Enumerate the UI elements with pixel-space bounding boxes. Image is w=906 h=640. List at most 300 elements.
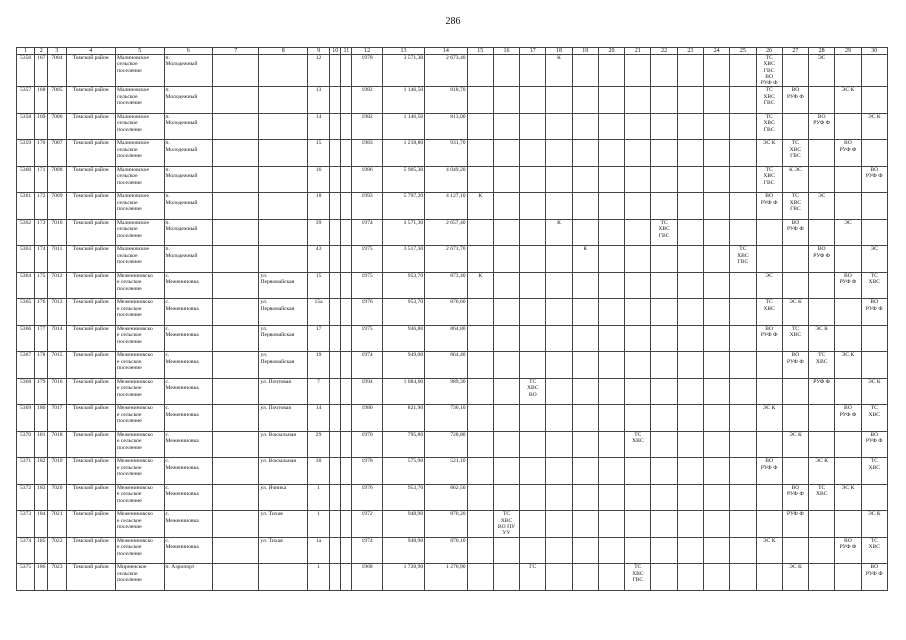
table-cell bbox=[467, 166, 493, 193]
table-cell bbox=[703, 484, 729, 511]
table-cell: 1 146,50 bbox=[382, 87, 424, 114]
table-cell bbox=[677, 325, 703, 352]
table-cell: 1 084,00 bbox=[382, 378, 424, 405]
table-cell: Малиновское сельское поселение bbox=[116, 193, 165, 220]
table-cell bbox=[520, 272, 546, 299]
table-cell bbox=[677, 140, 703, 167]
table-cell: с. Межениновка bbox=[164, 272, 213, 299]
table-cell: 870,60 bbox=[425, 299, 467, 326]
table-cell bbox=[213, 484, 259, 511]
table-cell bbox=[520, 87, 546, 114]
table-row bbox=[17, 458, 888, 485]
table-cell bbox=[493, 537, 519, 564]
table-cell: 173 bbox=[35, 219, 48, 246]
table-cell bbox=[520, 55, 546, 87]
table-cell: 7014 bbox=[48, 325, 66, 352]
table-cell: ТС ХВС ГВС bbox=[782, 140, 808, 167]
column-number: 18 bbox=[546, 48, 572, 55]
table-cell: 7010 bbox=[48, 219, 66, 246]
table-cell: 183 bbox=[35, 484, 48, 511]
table-cell bbox=[677, 458, 703, 485]
table-cell bbox=[835, 325, 861, 352]
table-cell: 5371 bbox=[17, 458, 35, 485]
table-cell bbox=[213, 166, 259, 193]
table-cell bbox=[651, 458, 677, 485]
table-cell bbox=[467, 219, 493, 246]
table-cell bbox=[809, 140, 835, 167]
table-cell: Томский район bbox=[66, 352, 116, 379]
table-cell bbox=[330, 272, 341, 299]
table-cell bbox=[546, 511, 572, 538]
table-cell bbox=[809, 564, 835, 591]
table-cell bbox=[730, 166, 756, 193]
table-cell bbox=[835, 299, 861, 326]
table-cell bbox=[651, 55, 677, 87]
table-cell: Томский район bbox=[66, 325, 116, 352]
table-cell bbox=[259, 166, 308, 193]
table-cell bbox=[520, 140, 546, 167]
table-cell: 15 bbox=[307, 140, 329, 167]
table-cell: 1986 bbox=[352, 166, 382, 193]
table-cell: 1974 bbox=[352, 219, 382, 246]
table-cell: 821,90 bbox=[382, 405, 424, 432]
table-cell: Малиновское сельское поселение bbox=[116, 219, 165, 246]
column-number: 21 bbox=[625, 48, 651, 55]
table-row bbox=[17, 55, 888, 87]
column-number: 4 bbox=[66, 48, 116, 55]
table-cell bbox=[625, 113, 651, 140]
table-cell bbox=[730, 219, 756, 246]
column-number: 11 bbox=[341, 48, 352, 55]
table-cell bbox=[598, 166, 624, 193]
table-cell bbox=[259, 140, 308, 167]
table-cell bbox=[330, 246, 341, 273]
table-cell: ЭС bbox=[809, 193, 835, 220]
column-number: 6 bbox=[164, 48, 213, 55]
table-cell bbox=[213, 113, 259, 140]
table-cell bbox=[213, 431, 259, 458]
table-cell bbox=[341, 511, 352, 538]
table-cell bbox=[677, 219, 703, 246]
table-cell bbox=[341, 537, 352, 564]
table-cell: ВО РУФ Ф bbox=[782, 219, 808, 246]
table-cell: 728,80 bbox=[425, 431, 467, 458]
table-cell bbox=[572, 325, 598, 352]
table-cell bbox=[341, 166, 352, 193]
table-cell: 949,00 bbox=[382, 352, 424, 379]
table-cell bbox=[330, 299, 341, 326]
table-cell: 7007 bbox=[48, 140, 66, 167]
table-cell: ТС ХВС ГВС bbox=[625, 564, 651, 591]
table-cell bbox=[467, 537, 493, 564]
table-cell: с. Межениновка bbox=[164, 537, 213, 564]
table-cell: ТС ХВС ГВС bbox=[756, 113, 782, 140]
table-cell: 14 bbox=[307, 113, 329, 140]
table-row bbox=[17, 484, 888, 511]
table-cell: ВО РУФ Ф bbox=[861, 431, 887, 458]
table-cell bbox=[625, 484, 651, 511]
table-cell bbox=[651, 405, 677, 432]
table-cell bbox=[213, 87, 259, 114]
table-cell bbox=[341, 113, 352, 140]
table-cell bbox=[677, 113, 703, 140]
table-cell bbox=[703, 113, 729, 140]
table-cell bbox=[213, 193, 259, 220]
register-table bbox=[16, 47, 888, 591]
table-cell: ТС ХВС bbox=[861, 458, 887, 485]
table-cell: с. Межениновка bbox=[164, 378, 213, 405]
table-cell bbox=[598, 431, 624, 458]
table-cell bbox=[572, 113, 598, 140]
column-number: 23 bbox=[677, 48, 703, 55]
table-cell: Малиновское сельское поселение bbox=[116, 166, 165, 193]
table-cell: 7016 bbox=[48, 378, 66, 405]
table-cell: ЭС К bbox=[782, 564, 808, 591]
table-cell: 172 bbox=[35, 193, 48, 220]
table-cell: с. Межениновка bbox=[164, 511, 213, 538]
table-cell: Томский район bbox=[66, 431, 116, 458]
table-cell bbox=[730, 405, 756, 432]
table-cell: 7022 bbox=[48, 537, 66, 564]
table-cell: п. Молодежный bbox=[164, 166, 213, 193]
table-cell bbox=[520, 299, 546, 326]
table-cell: ул. Первомайская bbox=[259, 272, 308, 299]
table-cell bbox=[677, 246, 703, 273]
table-cell bbox=[730, 378, 756, 405]
table-cell: 795,80 bbox=[382, 431, 424, 458]
table-cell bbox=[520, 352, 546, 379]
table-row bbox=[17, 431, 888, 458]
table-cell bbox=[625, 246, 651, 273]
table-cell: ТС ХВС ВО bbox=[520, 378, 546, 405]
table-cell: ВО РУФ Ф bbox=[835, 405, 861, 432]
table-cell bbox=[572, 405, 598, 432]
table-cell: ЭС К bbox=[861, 113, 887, 140]
table-cell bbox=[341, 193, 352, 220]
table-cell bbox=[782, 272, 808, 299]
table-cell bbox=[259, 55, 308, 87]
table-cell bbox=[809, 219, 835, 246]
table-cell bbox=[756, 378, 782, 405]
table-cell: ТС ХВС ГВС bbox=[730, 246, 756, 273]
table-cell: ВО РУФ Ф bbox=[756, 325, 782, 352]
table-row bbox=[17, 405, 888, 432]
table-cell: 7021 bbox=[48, 511, 66, 538]
table-cell: ЭС К bbox=[756, 140, 782, 167]
table-cell bbox=[861, 193, 887, 220]
table-cell bbox=[809, 537, 835, 564]
table-cell bbox=[730, 272, 756, 299]
table-cell bbox=[259, 87, 308, 114]
table-cell bbox=[651, 113, 677, 140]
table-cell bbox=[677, 352, 703, 379]
table-cell bbox=[493, 564, 519, 591]
table-cell bbox=[730, 299, 756, 326]
table-cell: 870,10 bbox=[425, 537, 467, 564]
table-cell: Томский район bbox=[66, 87, 116, 114]
table-cell bbox=[782, 55, 808, 87]
table-row bbox=[17, 352, 888, 379]
table-cell bbox=[703, 87, 729, 114]
table-cell: РУФ Ф bbox=[809, 378, 835, 405]
table-cell bbox=[493, 431, 519, 458]
table-cell bbox=[651, 325, 677, 352]
table-cell: 5356 bbox=[17, 55, 35, 87]
table-cell bbox=[809, 299, 835, 326]
table-cell: Томский район bbox=[66, 564, 116, 591]
table-cell bbox=[835, 378, 861, 405]
table-cell bbox=[259, 564, 308, 591]
table-row bbox=[17, 140, 888, 167]
table-cell bbox=[861, 352, 887, 379]
table-cell bbox=[546, 113, 572, 140]
table-cell: ТС ХВС bbox=[861, 405, 887, 432]
table-cell: 1 bbox=[307, 511, 329, 538]
table-cell: 1975 bbox=[352, 272, 382, 299]
table-cell bbox=[782, 378, 808, 405]
table-cell bbox=[330, 458, 341, 485]
table-cell: ЭС К bbox=[861, 378, 887, 405]
table-cell bbox=[330, 193, 341, 220]
table-cell: 7005 bbox=[48, 87, 66, 114]
table-cell: ТС ХВС bbox=[625, 431, 651, 458]
table-cell: 5368 bbox=[17, 378, 35, 405]
table-cell bbox=[703, 166, 729, 193]
table-cell bbox=[756, 246, 782, 273]
table-cell bbox=[572, 458, 598, 485]
table-cell: Малиновское сельское поселение bbox=[116, 140, 165, 167]
table-cell bbox=[730, 484, 756, 511]
table-cell bbox=[651, 193, 677, 220]
table-cell: ТС ХВС bbox=[782, 325, 808, 352]
table-cell: 5 905,30 bbox=[382, 166, 424, 193]
table-cell bbox=[213, 55, 259, 87]
table-cell: Томский район bbox=[66, 511, 116, 538]
table-cell bbox=[341, 325, 352, 352]
table-cell bbox=[651, 378, 677, 405]
table-cell: 864,40 bbox=[425, 352, 467, 379]
table-cell: ЭС К bbox=[809, 458, 835, 485]
table-cell: Томский район bbox=[66, 193, 116, 220]
table-cell: Малиновское сельское поселение bbox=[116, 113, 165, 140]
table-cell: с. Межениновка bbox=[164, 352, 213, 379]
table-cell: ТС ХВС bbox=[861, 537, 887, 564]
table-cell bbox=[703, 564, 729, 591]
table-cell: с. Межениновка bbox=[164, 484, 213, 511]
table-cell bbox=[341, 87, 352, 114]
table-cell bbox=[520, 166, 546, 193]
table-cell bbox=[625, 299, 651, 326]
table-cell: Межениновско е сельское поселение bbox=[116, 484, 165, 511]
table-cell: К bbox=[546, 219, 572, 246]
column-number: 25 bbox=[730, 48, 756, 55]
table-cell: 7020 bbox=[48, 484, 66, 511]
table-cell bbox=[572, 378, 598, 405]
table-cell: ул. Почтовая bbox=[259, 405, 308, 432]
table-cell bbox=[572, 55, 598, 87]
column-number: 17 bbox=[520, 48, 546, 55]
table-cell bbox=[330, 511, 341, 538]
table-cell bbox=[330, 325, 341, 352]
table-cell: ЭС bbox=[756, 272, 782, 299]
table-cell: Межениновско е сельское поселение bbox=[116, 511, 165, 538]
table-cell bbox=[341, 378, 352, 405]
table-cell: ЭС К bbox=[861, 511, 887, 538]
table-cell bbox=[835, 511, 861, 538]
table-row bbox=[17, 113, 888, 140]
table-cell: 5 797,20 bbox=[382, 193, 424, 220]
table-cell bbox=[730, 140, 756, 167]
table-cell: 1982 bbox=[352, 87, 382, 114]
table-cell bbox=[677, 537, 703, 564]
table-cell bbox=[598, 564, 624, 591]
table-cell bbox=[677, 55, 703, 87]
table-cell bbox=[467, 140, 493, 167]
table-cell bbox=[330, 140, 341, 167]
table-cell bbox=[598, 537, 624, 564]
table-cell: 521,10 bbox=[425, 458, 467, 485]
table-cell bbox=[782, 246, 808, 273]
table-cell: 1 276,90 bbox=[425, 564, 467, 591]
table-cell: ЭС К bbox=[835, 484, 861, 511]
table-cell bbox=[330, 484, 341, 511]
table-cell bbox=[213, 299, 259, 326]
table-cell: 1978 bbox=[352, 55, 382, 87]
table-cell: Межениновско е сельское поселение bbox=[116, 272, 165, 299]
column-number: 19 bbox=[572, 48, 598, 55]
table-cell: 948,90 bbox=[382, 537, 424, 564]
table-cell: Томский район bbox=[66, 405, 116, 432]
table-cell: 13 bbox=[307, 87, 329, 114]
table-row bbox=[17, 299, 888, 326]
table-cell: 736,10 bbox=[425, 405, 467, 432]
table-cell: Малиновское сельское поселение bbox=[116, 246, 165, 273]
table-cell: Межениновско е сельское поселение bbox=[116, 431, 165, 458]
table-cell: 7006 bbox=[48, 113, 66, 140]
table-cell: Томский район bbox=[66, 246, 116, 273]
table-cell: К bbox=[572, 246, 598, 273]
table-cell: 7017 bbox=[48, 405, 66, 432]
table-cell: ул. Первомайская bbox=[259, 325, 308, 352]
table-cell: 14 bbox=[307, 405, 329, 432]
table-cell bbox=[467, 246, 493, 273]
table-cell: Мирненское сельское поселение bbox=[116, 564, 165, 591]
table-cell: ВО РУФ Ф bbox=[782, 87, 808, 114]
table-cell bbox=[546, 378, 572, 405]
table-cell: 1975 bbox=[352, 325, 382, 352]
table-cell bbox=[651, 564, 677, 591]
table-cell: 870,20 bbox=[425, 511, 467, 538]
table-cell bbox=[213, 511, 259, 538]
column-number-row bbox=[17, 48, 888, 55]
table-cell: с. Межениновка bbox=[164, 299, 213, 326]
table-cell: 179 bbox=[35, 378, 48, 405]
page-number: 286 bbox=[445, 16, 461, 27]
table-cell: 5374 bbox=[17, 537, 35, 564]
table-cell bbox=[467, 511, 493, 538]
table-cell: 1994 bbox=[352, 378, 382, 405]
table-row bbox=[17, 537, 888, 564]
table-cell: ТС ХВС ГВС bbox=[756, 166, 782, 193]
table-cell: Межениновско е сельское поселение bbox=[116, 458, 165, 485]
table-cell: Томский район bbox=[66, 484, 116, 511]
table-cell bbox=[467, 564, 493, 591]
table-cell bbox=[213, 352, 259, 379]
table-cell bbox=[467, 484, 493, 511]
table-cell: ул. Вокзальная bbox=[259, 431, 308, 458]
table-cell bbox=[341, 458, 352, 485]
table-cell bbox=[572, 87, 598, 114]
table-cell: Томский район bbox=[66, 113, 116, 140]
table-cell bbox=[341, 405, 352, 432]
table-cell bbox=[546, 193, 572, 220]
column-number: 24 bbox=[703, 48, 729, 55]
table-cell: 185 bbox=[35, 537, 48, 564]
table-cell bbox=[546, 405, 572, 432]
table-cell bbox=[572, 537, 598, 564]
table-cell: 7004 bbox=[48, 55, 66, 87]
table-cell: 170 bbox=[35, 140, 48, 167]
table-cell bbox=[598, 378, 624, 405]
table-cell bbox=[598, 193, 624, 220]
table-cell bbox=[861, 87, 887, 114]
table-cell: 5375 bbox=[17, 564, 35, 591]
table-cell bbox=[861, 140, 887, 167]
table-cell: 5365 bbox=[17, 299, 35, 326]
table-cell bbox=[651, 431, 677, 458]
table-cell bbox=[782, 405, 808, 432]
table-cell bbox=[572, 272, 598, 299]
table-cell bbox=[259, 246, 308, 273]
column-number: 2 bbox=[35, 48, 48, 55]
table-cell: ЭС bbox=[861, 246, 887, 273]
table-cell: ЭС К bbox=[835, 87, 861, 114]
table-cell: ВО РУФ Ф bbox=[835, 140, 861, 167]
table-cell: 2 673,40 bbox=[425, 55, 467, 87]
table-cell bbox=[835, 55, 861, 87]
table-cell bbox=[572, 564, 598, 591]
table-cell bbox=[625, 537, 651, 564]
table-cell: п. Молодежный bbox=[164, 113, 213, 140]
table-cell: Малиновское сельское поселение bbox=[116, 87, 165, 114]
table-cell bbox=[341, 140, 352, 167]
table-cell bbox=[625, 405, 651, 432]
table-cell: ЭС К bbox=[756, 405, 782, 432]
table-cell bbox=[677, 299, 703, 326]
table-cell bbox=[703, 246, 729, 273]
table-cell bbox=[493, 219, 519, 246]
table-cell bbox=[730, 193, 756, 220]
table-cell bbox=[330, 219, 341, 246]
table-cell: К bbox=[467, 193, 493, 220]
table-cell: Малиновское сельское поселение bbox=[116, 55, 165, 87]
table-cell bbox=[259, 219, 308, 246]
table-cell bbox=[520, 193, 546, 220]
table-cell: 29 bbox=[307, 431, 329, 458]
table-cell: ТС ХВС bbox=[861, 272, 887, 299]
table-cell bbox=[703, 299, 729, 326]
table-cell: 2 657,40 bbox=[425, 219, 467, 246]
column-number: 12 bbox=[352, 48, 382, 55]
table-cell: 16 bbox=[307, 166, 329, 193]
table-cell: п. Молодежный bbox=[164, 55, 213, 87]
table-cell bbox=[493, 166, 519, 193]
table-cell: 1972 bbox=[352, 511, 382, 538]
table-row bbox=[17, 511, 888, 538]
table-cell: ТС ХВС ГВС bbox=[756, 87, 782, 114]
table-cell: ВО РУФ Ф bbox=[861, 564, 887, 591]
table-cell bbox=[703, 219, 729, 246]
